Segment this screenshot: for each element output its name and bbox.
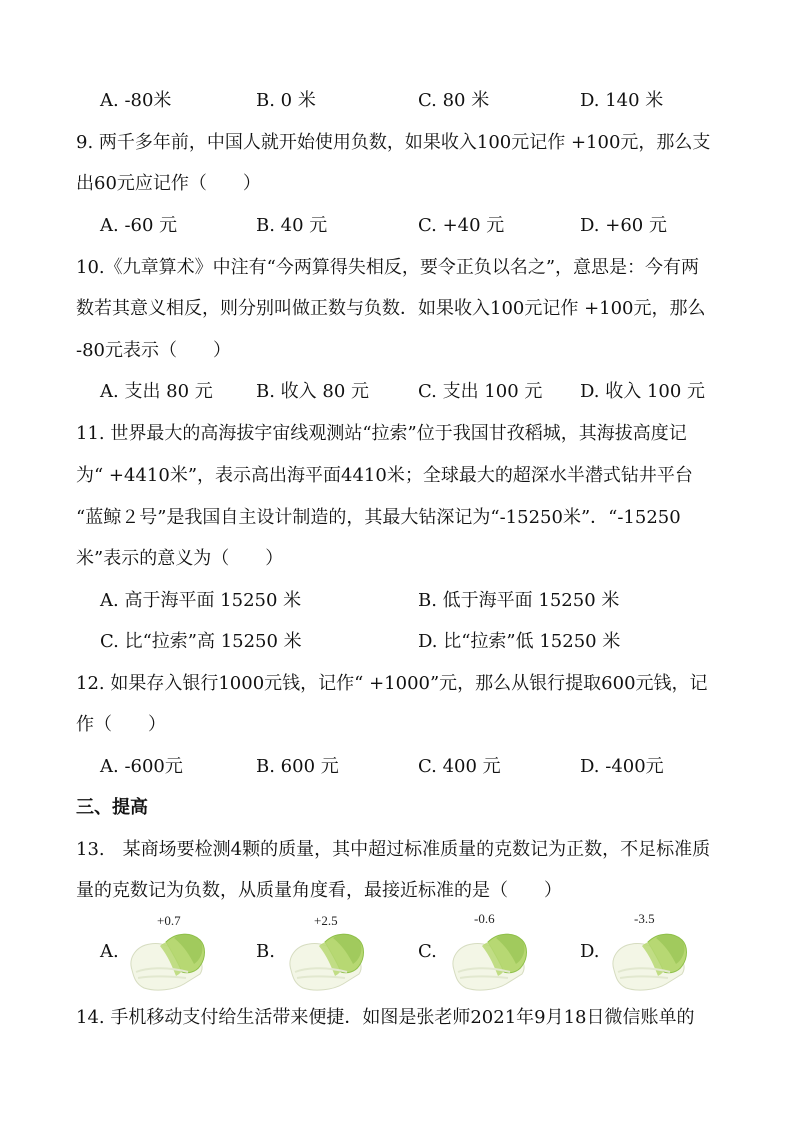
q10-stem-line3: -80元表示（ ） [76, 340, 231, 361]
q8-option-c: C. 80 米 [418, 90, 490, 111]
q8-option-a: A. -80米 [100, 90, 172, 111]
q9-stem-line2: 出60元应记作（ ） [76, 173, 261, 194]
q9-option-a: A. -60 元 [100, 215, 178, 236]
q10-option-b: B. 收入 80 元 [256, 381, 370, 402]
q9-stem-line1: 9. 两千多年前，中国人就开始使用负数，如果收入100元记作 +100元，那么支 [76, 132, 711, 153]
q11-option-b: B. 低于海平面 15250 米 [418, 590, 620, 611]
q8-option-d: D. 140 米 [580, 90, 664, 111]
q11-stem-line1: 11. 世界最大的高海拔宇宙线观测站“拉索”位于我国甘孜稻城，其海拔高度记 [76, 423, 687, 444]
q11-option-d: D. 比“拉索”低 15250 米 [418, 631, 621, 652]
q12-option-b: B. 600 元 [256, 756, 339, 777]
cabbage-image-b [285, 928, 367, 998]
q10-option-a: A. 支出 80 元 [100, 381, 213, 402]
q12-stem-line1: 12. 如果存入银行1000元钱，记作“ +1000”元，那么从银行提取600元钱，记 [76, 673, 708, 694]
q11-stem-line4: 米”表示的意义为（ ） [76, 548, 284, 569]
q9-option-d: D. +60 元 [580, 215, 667, 236]
q12-option-d: D. -400元 [580, 756, 664, 777]
q14-stem-line1: 14. 手机移动支付给生活带来便捷．如图是张老师2021年9月18日微信账单的 [76, 1007, 695, 1028]
q13-stem-line2: 量的克数记为负数，从质量角度看，最接近标准的是（ ） [76, 880, 562, 901]
q13-option-c-weight: -0.6 [474, 911, 495, 926]
q9-option-c: C. +40 元 [418, 215, 505, 236]
cabbage-image-a [126, 928, 208, 998]
q12-stem-line2: 作（ ） [76, 714, 166, 735]
cabbage-image-c [448, 928, 530, 998]
q13-option-b-weight: +2.5 [314, 913, 338, 928]
q13-stem-line1: 13. 某商场要检测4颗的质量，其中超过标准质量的克数记为正数，不足标准质 [76, 839, 711, 860]
q13-option-a-letter: A. [100, 941, 119, 962]
q10-option-d: D. 收入 100 元 [580, 381, 706, 402]
q9-option-b: B. 40 元 [256, 215, 328, 236]
cabbage-image-d [608, 928, 690, 998]
q11-option-c: C. 比“拉索”高 15250 米 [100, 631, 302, 652]
q11-stem-line2: 为“ +4410米”，表示高出海平面4410米；全球最大的超深水半潜式钻井平台 [76, 465, 693, 486]
q13-option-b-letter: B. [256, 941, 275, 962]
q10-stem-line1: 10.《九章算术》中注有“今两算得失相反，要令正负以名之”，意思是：今有两 [76, 257, 700, 278]
q11-stem-line3: “蓝鲸２号”是我国自主设计制造的，其最大钻深记为“-15250米”．“-15250 [76, 507, 681, 528]
q8-option-b: B. 0 米 [256, 90, 316, 111]
q13-option-d-weight: -3.5 [634, 911, 655, 926]
q12-option-a: A. -600元 [100, 756, 183, 777]
q10-option-c: C. 支出 100 元 [418, 381, 543, 402]
q10-stem-line2: 数若其意义相反，则分别叫做正数与负数．如果收入100元记作 +100元，那么 [76, 298, 706, 319]
q12-option-c: C. 400 元 [418, 756, 501, 777]
q13-option-a-weight: +0.7 [157, 913, 181, 928]
q11-option-a: A. 高于海平面 15250 米 [100, 590, 302, 611]
q13-option-c-letter: C. [418, 941, 437, 962]
q13-option-d-letter: D. [580, 941, 600, 962]
section-title: 三、提高 [76, 797, 148, 818]
